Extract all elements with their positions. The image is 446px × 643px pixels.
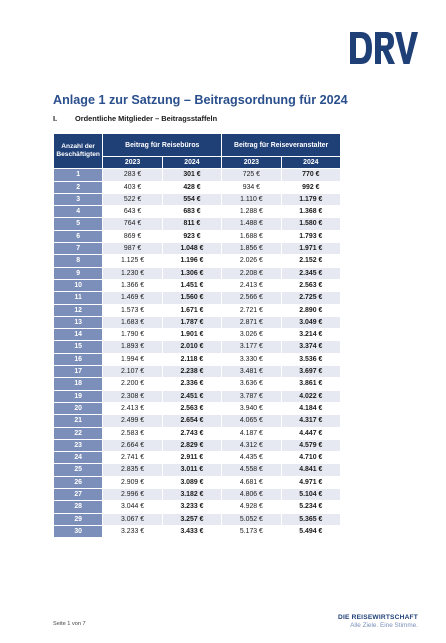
employee-count-cell: 28 [54,501,102,512]
travel-agency-fee-cell: 3.233 € [163,501,221,512]
tour-operator-fee-cell: 4.447 € [282,428,340,439]
travel-agency-fee-cell: 3.067 € [103,514,161,525]
table-row [54,329,340,340]
tour-operator-fee-cell: 2.152 € [282,255,340,266]
table-row [54,489,340,500]
travel-agency-fee-cell: 3.433 € [163,526,221,537]
tour-operator-fee-cell: 1.288 € [222,206,280,217]
tour-operator-fee-cell: 3.861 € [282,378,340,389]
table-row [54,255,340,266]
table-row [54,378,340,389]
footer-slogan: Alle Ziele. Eine Stimme. [350,622,418,629]
travel-agency-fee-cell: 1.469 € [103,292,161,303]
tour-operator-fee-cell: 2.566 € [222,292,280,303]
employee-count-cell: 6 [54,231,102,242]
tour-operator-fee-cell: 3.787 € [222,391,280,402]
tour-operator-fee-cell: 4.579 € [282,440,340,451]
tour-operator-fee-cell: 4.312 € [222,440,280,451]
tour-operator-fee-cell: 1.488 € [222,218,280,229]
tour-operator-fee-cell: 5.052 € [222,514,280,525]
table-row [54,464,340,475]
travel-agency-fee-cell: 2.336 € [163,378,221,389]
table-row [54,182,340,193]
travel-agency-fee-cell: 2.200 € [103,378,161,389]
travel-agency-fee-cell: 1.366 € [103,280,161,291]
table-row [54,292,340,303]
fee-table [53,133,341,538]
employee-count-cell: 21 [54,415,102,426]
employee-count-cell: 25 [54,464,102,475]
travel-agency-fee-cell: 301 € [163,169,221,180]
employee-count-cell: 9 [54,268,102,279]
employee-count-cell: 26 [54,477,102,488]
header-tour-operators: Beitrag für Reiseveranstalter [222,134,340,156]
tour-operator-fee-cell: 1.179 € [282,194,340,205]
tour-operator-fee-cell: 2.890 € [282,305,340,316]
employee-count-cell: 15 [54,341,102,352]
tour-operator-fee-cell: 4.022 € [282,391,340,402]
table-row [54,169,340,180]
travel-agency-fee-cell: 2.583 € [103,428,161,439]
section-label: Ordentliche Mitglieder – Beitragsstaffeln [75,114,218,123]
travel-agency-fee-cell: 1.573 € [103,305,161,316]
tour-operator-fee-cell: 4.971 € [282,477,340,488]
drv-logo [348,29,418,67]
travel-agency-fee-cell: 1.893 € [103,341,161,352]
header-year: 2023 [103,157,161,168]
travel-agency-fee-cell: 2.413 € [103,403,161,414]
tour-operator-fee-cell: 3.330 € [222,354,280,365]
tour-operator-fee-cell: 4.065 € [222,415,280,426]
tour-operator-fee-cell: 2.208 € [222,268,280,279]
table-row [54,391,340,402]
travel-agency-fee-cell: 2.010 € [163,341,221,352]
page-number: Seite 1 von 7 [53,621,86,627]
travel-agency-fee-cell: 1.683 € [103,317,161,328]
page-title: Anlage 1 zur Satzung – Beitragsordnung für 2024 [53,93,348,107]
fee-table-body [54,169,340,537]
header-travel-agencies: Beitrag für Reisebüros [103,134,221,156]
employee-count-cell: 19 [54,391,102,402]
table-row [54,231,340,242]
table-row [54,526,340,537]
employee-count-cell: 4 [54,206,102,217]
tour-operator-fee-cell: 3.177 € [222,341,280,352]
table-row [54,268,340,279]
employee-count-cell: 16 [54,354,102,365]
tour-operator-fee-cell: 2.413 € [222,280,280,291]
travel-agency-fee-cell: 2.909 € [103,477,161,488]
travel-agency-fee-cell: 643 € [103,206,161,217]
travel-agency-fee-cell: 522 € [103,194,161,205]
tour-operator-fee-cell: 1.793 € [282,231,340,242]
employee-count-cell: 24 [54,452,102,463]
travel-agency-fee-cell: 1.787 € [163,317,221,328]
travel-agency-fee-cell: 2.563 € [163,403,221,414]
tour-operator-fee-cell: 4.317 € [282,415,340,426]
table-row [54,206,340,217]
tour-operator-fee-cell: 770 € [282,169,340,180]
table-row [54,218,340,229]
table-row [54,194,340,205]
employee-count-cell: 12 [54,305,102,316]
tour-operator-fee-cell: 5.494 € [282,526,340,537]
travel-agency-fee-cell: 3.257 € [163,514,221,525]
tour-operator-fee-cell: 5.104 € [282,489,340,500]
employee-count-cell: 30 [54,526,102,537]
travel-agency-fee-cell: 1.451 € [163,280,221,291]
tour-operator-fee-cell: 3.697 € [282,366,340,377]
travel-agency-fee-cell: 283 € [103,169,161,180]
employee-count-cell: 14 [54,329,102,340]
footer-branding [338,614,418,629]
travel-agency-fee-cell: 923 € [163,231,221,242]
travel-agency-fee-cell: 1.994 € [103,354,161,365]
employee-count-cell: 23 [54,440,102,451]
tour-operator-fee-cell: 1.110 € [222,194,280,205]
travel-agency-fee-cell: 428 € [163,182,221,193]
header-year: 2023 [222,157,280,168]
travel-agency-fee-cell: 2.451 € [163,391,221,402]
travel-agency-fee-cell: 2.741 € [103,452,161,463]
tour-operator-fee-cell: 4.928 € [222,501,280,512]
tour-operator-fee-cell: 2.563 € [282,280,340,291]
table-row [54,366,340,377]
tour-operator-fee-cell: 4.187 € [222,428,280,439]
table-row [54,354,340,365]
tour-operator-fee-cell: 3.214 € [282,329,340,340]
travel-agency-fee-cell: 2.743 € [163,428,221,439]
travel-agency-fee-cell: 1.230 € [103,268,161,279]
travel-agency-fee-cell: 2.654 € [163,415,221,426]
employee-count-cell: 22 [54,428,102,439]
travel-agency-fee-cell: 3.011 € [163,464,221,475]
tour-operator-fee-cell: 4.184 € [282,403,340,414]
table-row [54,280,340,291]
travel-agency-fee-cell: 2.664 € [103,440,161,451]
footer-brand: DIE REISEWIRTSCHAFT [338,614,418,621]
employee-count-cell: 13 [54,317,102,328]
travel-agency-fee-cell: 3.044 € [103,501,161,512]
table-row [54,477,340,488]
travel-agency-fee-cell: 1.671 € [163,305,221,316]
tour-operator-fee-cell: 934 € [222,182,280,193]
table-row [54,452,340,463]
tour-operator-fee-cell: 3.026 € [222,329,280,340]
travel-agency-fee-cell: 2.118 € [163,354,221,365]
table-row [54,501,340,512]
employee-count-cell: 20 [54,403,102,414]
header-employee-count-line2: Beschäftigten [56,151,100,159]
tour-operator-fee-cell: 2.026 € [222,255,280,266]
tour-operator-fee-cell: 4.435 € [222,452,280,463]
tour-operator-fee-cell: 3.940 € [222,403,280,414]
employee-count-cell: 27 [54,489,102,500]
table-row [54,428,340,439]
tour-operator-fee-cell: 1.580 € [282,218,340,229]
travel-agency-fee-cell: 2.107 € [103,366,161,377]
travel-agency-fee-cell: 2.499 € [103,415,161,426]
table-row [54,403,340,414]
tour-operator-fee-cell: 4.558 € [222,464,280,475]
travel-agency-fee-cell: 403 € [103,182,161,193]
table-row [54,514,340,525]
tour-operator-fee-cell: 2.871 € [222,317,280,328]
employee-count-cell: 11 [54,292,102,303]
section-heading [53,114,217,123]
employee-count-cell: 18 [54,378,102,389]
travel-agency-fee-cell: 987 € [103,243,161,254]
employee-count-cell: 3 [54,194,102,205]
tour-operator-fee-cell: 2.725 € [282,292,340,303]
employee-count-cell: 10 [54,280,102,291]
table-row [54,440,340,451]
tour-operator-fee-cell: 1.856 € [222,243,280,254]
travel-agency-fee-cell: 554 € [163,194,221,205]
tour-operator-fee-cell: 4.841 € [282,464,340,475]
section-number: I. [53,114,58,123]
header-year: 2024 [282,157,340,168]
travel-agency-fee-cell: 1.560 € [163,292,221,303]
travel-agency-fee-cell: 1.125 € [103,255,161,266]
travel-agency-fee-cell: 2.308 € [103,391,161,402]
table-row [54,305,340,316]
tour-operator-fee-cell: 1.368 € [282,206,340,217]
employee-count-cell: 2 [54,182,102,193]
travel-agency-fee-cell: 869 € [103,231,161,242]
header-employee-count-line1: Anzahl der [61,142,96,150]
drv-logo-icon [348,29,418,67]
tour-operator-fee-cell: 1.971 € [282,243,340,254]
travel-agency-fee-cell: 3.182 € [163,489,221,500]
travel-agency-fee-cell: 1.048 € [163,243,221,254]
tour-operator-fee-cell: 5.173 € [222,526,280,537]
travel-agency-fee-cell: 683 € [163,206,221,217]
travel-agency-fee-cell: 2.835 € [103,464,161,475]
travel-agency-fee-cell: 1.790 € [103,329,161,340]
travel-agency-fee-cell: 2.911 € [163,452,221,463]
tour-operator-fee-cell: 992 € [282,182,340,193]
tour-operator-fee-cell: 4.710 € [282,452,340,463]
tour-operator-fee-cell: 1.688 € [222,231,280,242]
tour-operator-fee-cell: 3.636 € [222,378,280,389]
table-row [54,415,340,426]
employee-count-cell: 1 [54,169,102,180]
travel-agency-fee-cell: 1.901 € [163,329,221,340]
employee-count-cell: 17 [54,366,102,377]
travel-agency-fee-cell: 1.306 € [163,268,221,279]
travel-agency-fee-cell: 3.233 € [103,526,161,537]
tour-operator-fee-cell: 2.345 € [282,268,340,279]
tour-operator-fee-cell: 5.234 € [282,501,340,512]
table-row [54,317,340,328]
tour-operator-fee-cell: 725 € [222,169,280,180]
tour-operator-fee-cell: 3.374 € [282,341,340,352]
employee-count-cell: 5 [54,218,102,229]
table-row [54,243,340,254]
table-row [54,341,340,352]
tour-operator-fee-cell: 2.721 € [222,305,280,316]
travel-agency-fee-cell: 811 € [163,218,221,229]
employee-count-cell: 7 [54,243,102,254]
employee-count-cell: 29 [54,514,102,525]
travel-agency-fee-cell: 2.996 € [103,489,161,500]
travel-agency-fee-cell: 1.196 € [163,255,221,266]
employee-count-cell: 8 [54,255,102,266]
tour-operator-fee-cell: 3.481 € [222,366,280,377]
travel-agency-fee-cell: 764 € [103,218,161,229]
tour-operator-fee-cell: 3.536 € [282,354,340,365]
tour-operator-fee-cell: 4.806 € [222,489,280,500]
tour-operator-fee-cell: 3.049 € [282,317,340,328]
travel-agency-fee-cell: 2.238 € [163,366,221,377]
header-year: 2024 [163,157,221,168]
tour-operator-fee-cell: 5.365 € [282,514,340,525]
header-employee-count [54,134,102,168]
tour-operator-fee-cell: 4.681 € [222,477,280,488]
travel-agency-fee-cell: 3.089 € [163,477,221,488]
travel-agency-fee-cell: 2.829 € [163,440,221,451]
